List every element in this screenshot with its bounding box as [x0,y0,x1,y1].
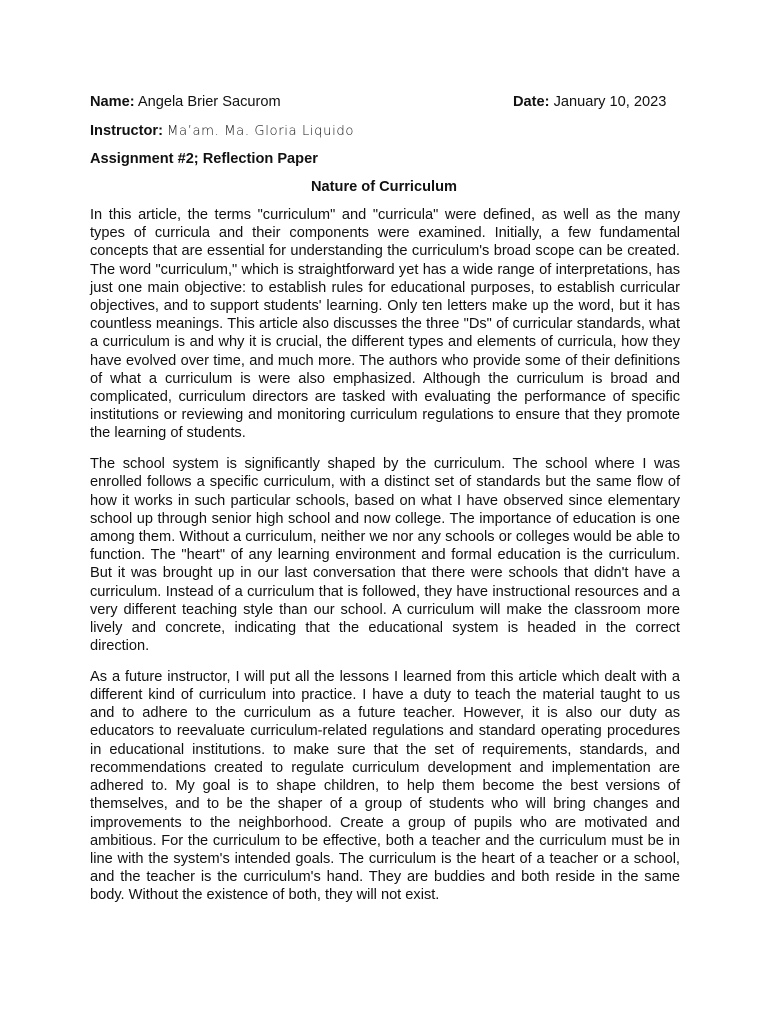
paper-body [90,206,680,917]
date-value: January 10, 2023 [553,94,667,110]
paragraph: As a future instructor, I will put all the lessons I learned from this article which dealt with a different kind of curriculum into practice. I have a duty to teach the material taught to us and to adhere to the curriculum as a future teacher. However, it is also our duty as educators to reevaluate curriculum-related regulations and standard operating procedures in educational institutions. to make sure that the set of requirements, standards, and recommendations created to regulate curriculum development and implementation are adhered to. My goal is to shape children, to help them become the best versions of themselves, and to be the shaper of a group of students who will bring changes and improvements to the neighborhood. Create a group of pupils who are motivated and ambitious. For the curriculum to be effective, both a teacher and the curriculum must be in line with the system's intended goals. The curriculum is the heart of a teacher or a school, and the teacher is the curriculum's hand. They are buddies and both reside in the same body. Without the existence of both, they will not exist. [90,668,680,904]
instructor-value: Ma’am. Ma. Gloria Liquido [167,124,354,139]
paper-title: Nature of Curriculum [311,179,457,195]
instructor-row [90,122,672,141]
date-label: Date: [513,94,550,110]
assignment-row [90,150,672,168]
paragraph: In this article, the terms "curriculum" and "curricula" were defined, as well as the many types of curricula and their components were examined. Initially, a few fundamental concepts that are essential for understanding the curriculum's broad scope can be created. The word "curriculum," which is straightforward yet has a wide range of interpretations, has just one main objective: to establish rules for educational purposes, to establish curricular objectives, and to support students' learning. Only ten letters make up the word, but it has countless meanings. This article also discusses the three "Ds" of curricular standards, what a curriculum is and why it is crucial, the different types and elements of curricula, how they have evolved over time, and much more. The authors who provide some of their definitions of what a curriculum is were also emphasized. Although the curriculum is broad and complicated, curriculum directors are tasked with evaluating the performance of specific institutions or reviewing and monitoring curriculum regulations to ensure that they promote the learning of students. [90,207,680,442]
name-row [90,93,672,111]
name-value: Angela Brier Sacurom [137,94,281,110]
name-label: Name: [90,94,135,110]
assignment-heading: Assignment #2; Reflection Paper [90,151,318,167]
paragraph: The school system is significantly shaped by the curriculum. The school where I was enrolled follows a specific curriculum, with a distinct set of standards but the same flow of how it works in such particular schools, based on what I have observed since elementary school up through senior high school and now college. The importance of education is one among them. Without a curriculum, neither we nor any schools or colleges would be able to function. The "heart" of any learning environment and formal education is the curriculum. But it was brought up in our last conversation that there were schools that didn't have a curriculum. Instead of a curriculum that is followed, they have instructional resources and a very different teaching style than our school. A curriculum will make the classroom more lively and concrete, indicating that the educational system is headed in the correct direction. [90,456,680,655]
date-field [513,93,666,111]
instructor-label: Instructor: [90,123,163,139]
